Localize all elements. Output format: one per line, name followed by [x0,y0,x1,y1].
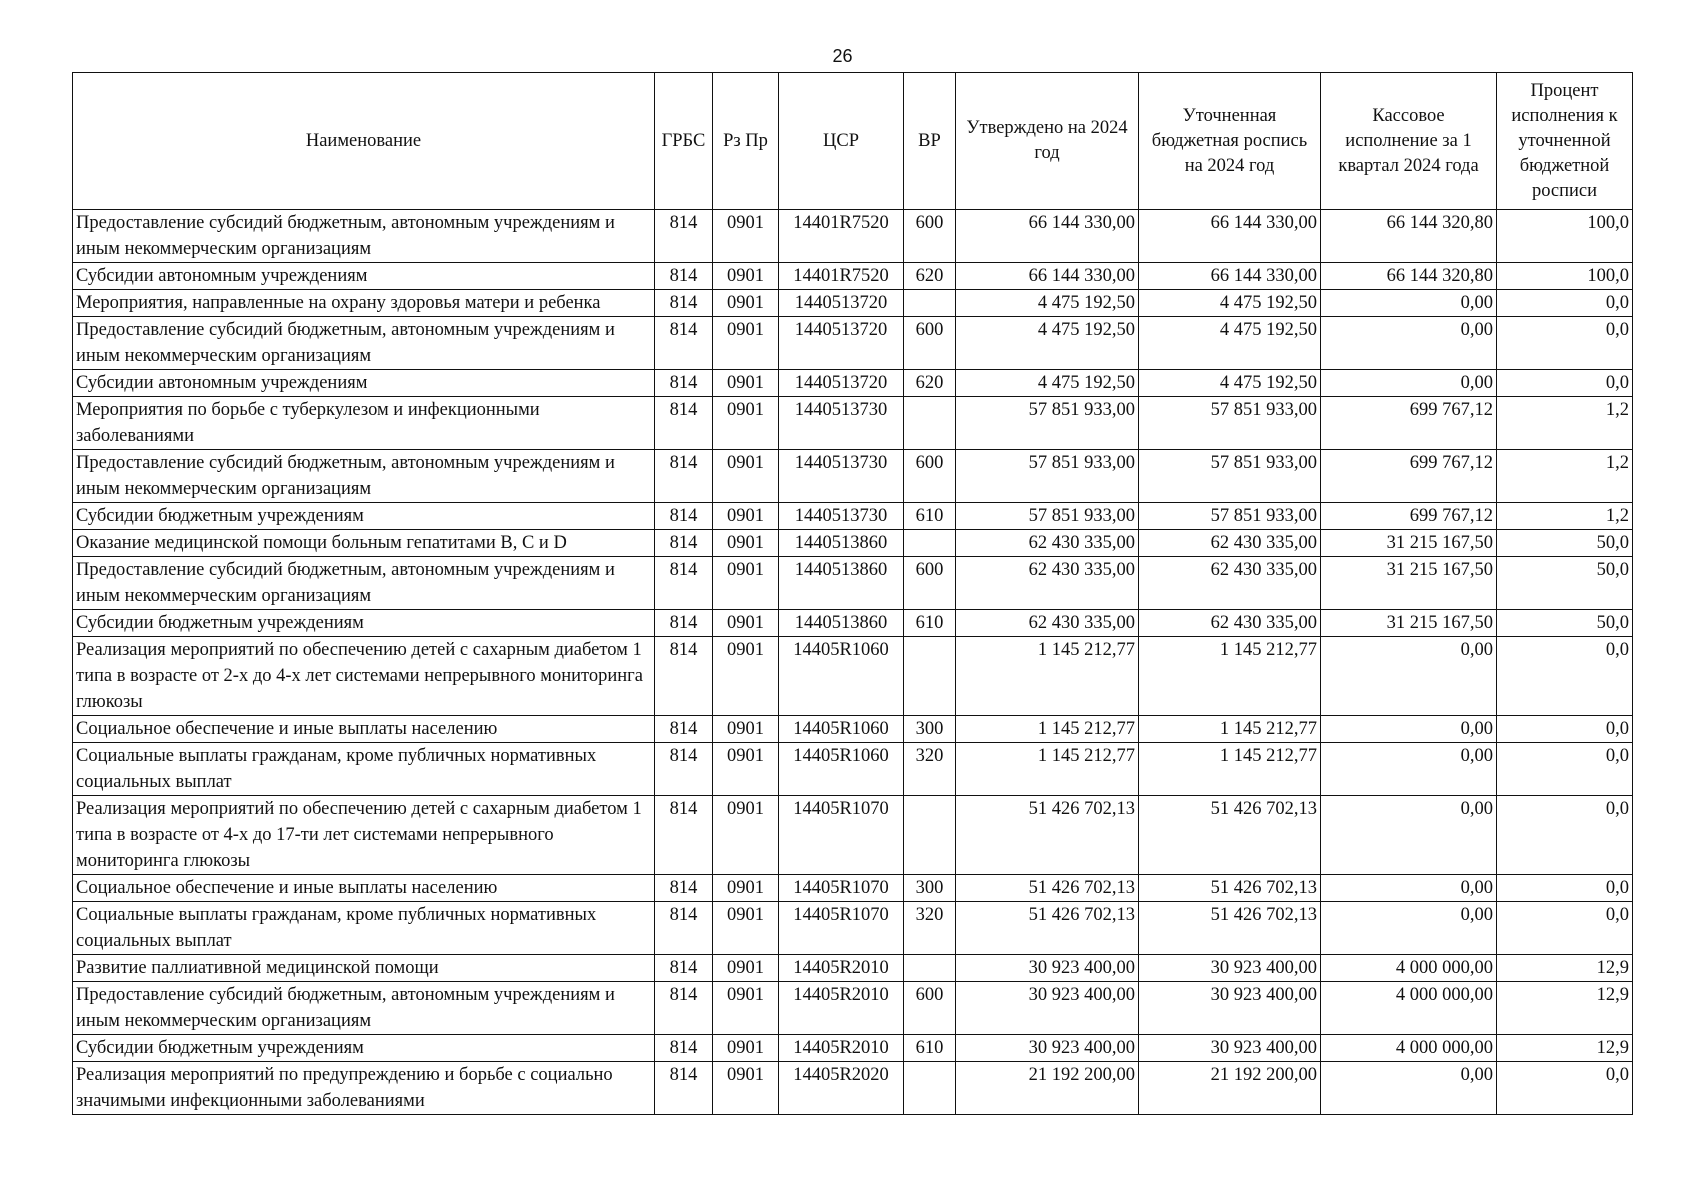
cell-percent: 0,0 [1497,370,1633,397]
cell-approved: 1 145 212,77 [956,637,1139,716]
cell-grbs: 814 [655,610,713,637]
cell-name: Социальные выплаты гражданам, кроме публичных нормативных социальных выплат [73,743,655,796]
table-row [73,290,1633,317]
budget-table [72,72,1633,1115]
cell-vr [904,796,956,875]
table-row [73,875,1633,902]
cell-revised: 57 851 933,00 [1139,503,1321,530]
cell-rzpr: 0901 [713,955,779,982]
cell-revised: 4 475 192,50 [1139,290,1321,317]
cell-revised: 66 144 330,00 [1139,263,1321,290]
cell-percent: 12,9 [1497,955,1633,982]
cell-name: Субсидии автономным учреждениям [73,370,655,397]
table-row [73,263,1633,290]
cell-csr: 14405R1070 [779,796,904,875]
cell-approved: 4 475 192,50 [956,317,1139,370]
table-row [73,557,1633,610]
cell-revised: 62 430 335,00 [1139,557,1321,610]
cell-name: Субсидии автономным учреждениям [73,263,655,290]
cell-csr: 1440513730 [779,450,904,503]
cell-name: Предоставление субсидий бюджетным, автономным учреждениям и иным некоммерческим организациям [73,317,655,370]
cell-approved: 62 430 335,00 [956,610,1139,637]
cell-name: Реализация мероприятий по обеспечению детей с сахарным диабетом 1 типа в возрасте от 4-х до 17-ти лет системами непрерывного мониторинга глюкозы [73,796,655,875]
cell-csr: 1440513720 [779,370,904,397]
cell-cash: 699 767,12 [1321,503,1497,530]
cell-csr: 14405R2010 [779,955,904,982]
cell-rzpr: 0901 [713,1062,779,1115]
cell-grbs: 814 [655,796,713,875]
cell-approved: 66 144 330,00 [956,210,1139,263]
cell-grbs: 814 [655,1062,713,1115]
cell-csr: 14405R2020 [779,1062,904,1115]
cell-name: Предоставление субсидий бюджетным, автономным учреждениям и иным некоммерческим организациям [73,210,655,263]
cell-grbs: 814 [655,637,713,716]
table-row [73,530,1633,557]
cell-approved: 21 192 200,00 [956,1062,1139,1115]
cell-approved: 51 426 702,13 [956,875,1139,902]
cell-cash: 31 215 167,50 [1321,557,1497,610]
cell-vr [904,955,956,982]
cell-rzpr: 0901 [713,210,779,263]
cell-cash: 699 767,12 [1321,397,1497,450]
cell-name: Мероприятия, направленные на охрану здоровья матери и ребенка [73,290,655,317]
header-percent: Процент исполнения к уточненной бюджетной росписи [1497,73,1633,210]
cell-percent: 50,0 [1497,610,1633,637]
cell-percent: 50,0 [1497,530,1633,557]
table-row [73,743,1633,796]
cell-cash: 31 215 167,50 [1321,610,1497,637]
cell-csr: 14405R1070 [779,902,904,955]
cell-revised: 57 851 933,00 [1139,450,1321,503]
cell-revised: 51 426 702,13 [1139,875,1321,902]
cell-percent: 0,0 [1497,716,1633,743]
cell-revised: 4 475 192,50 [1139,317,1321,370]
cell-vr: 610 [904,1035,956,1062]
cell-approved: 1 145 212,77 [956,716,1139,743]
cell-revised: 51 426 702,13 [1139,902,1321,955]
cell-cash: 0,00 [1321,902,1497,955]
table-row [73,450,1633,503]
cell-percent: 0,0 [1497,743,1633,796]
cell-cash: 66 144 320,80 [1321,210,1497,263]
cell-percent: 100,0 [1497,263,1633,290]
cell-rzpr: 0901 [713,397,779,450]
table-row [73,1062,1633,1115]
cell-approved: 30 923 400,00 [956,955,1139,982]
cell-rzpr: 0901 [713,317,779,370]
table-row [73,637,1633,716]
cell-rzpr: 0901 [713,557,779,610]
cell-vr [904,290,956,317]
cell-cash: 0,00 [1321,290,1497,317]
table-row [73,902,1633,955]
cell-name: Предоставление субсидий бюджетным, автономным учреждениям и иным некоммерческим организациям [73,450,655,503]
cell-vr: 600 [904,450,956,503]
cell-csr: 1440513720 [779,290,904,317]
table-row [73,397,1633,450]
cell-csr: 14405R1060 [779,743,904,796]
cell-revised: 1 145 212,77 [1139,637,1321,716]
table-body [73,210,1633,1115]
cell-name: Реализация мероприятий по обеспечению детей с сахарным диабетом 1 типа в возрасте от 2-х до 4-х лет системами непрерывного мониторинга глюкозы [73,637,655,716]
cell-csr: 14401R7520 [779,210,904,263]
cell-vr: 620 [904,370,956,397]
cell-grbs: 814 [655,530,713,557]
cell-vr [904,1062,956,1115]
header-grbs: ГРБС [655,73,713,210]
cell-name: Предоставление субсидий бюджетным, автономным учреждениям и иным некоммерческим организациям [73,557,655,610]
cell-name: Социальное обеспечение и иные выплаты населению [73,875,655,902]
cell-csr: 1440513860 [779,530,904,557]
table-row [73,610,1633,637]
cell-cash: 31 215 167,50 [1321,530,1497,557]
cell-name: Оказание медицинской помощи больным гепатитами B, C и D [73,530,655,557]
cell-csr: 14401R7520 [779,263,904,290]
cell-rzpr: 0901 [713,263,779,290]
cell-grbs: 814 [655,503,713,530]
cell-rzpr: 0901 [713,902,779,955]
cell-percent: 0,0 [1497,637,1633,716]
cell-percent: 50,0 [1497,557,1633,610]
cell-revised: 57 851 933,00 [1139,397,1321,450]
cell-name: Субсидии бюджетным учреждениям [73,1035,655,1062]
cell-vr: 300 [904,716,956,743]
cell-grbs: 814 [655,716,713,743]
cell-approved: 62 430 335,00 [956,557,1139,610]
cell-name: Мероприятия по борьбе с туберкулезом и инфекционными заболеваниями [73,397,655,450]
cell-rzpr: 0901 [713,743,779,796]
cell-grbs: 814 [655,902,713,955]
cell-csr: 1440513730 [779,397,904,450]
cell-cash: 4 000 000,00 [1321,1035,1497,1062]
cell-csr: 14405R1070 [779,875,904,902]
cell-vr: 610 [904,503,956,530]
cell-cash: 0,00 [1321,743,1497,796]
table-row [73,716,1633,743]
header-revised: Уточненная бюджетная роспись на 2024 год [1139,73,1321,210]
cell-percent: 0,0 [1497,1062,1633,1115]
cell-rzpr: 0901 [713,530,779,557]
cell-grbs: 814 [655,290,713,317]
cell-csr: 1440513860 [779,557,904,610]
cell-csr: 1440513860 [779,610,904,637]
cell-vr: 600 [904,557,956,610]
cell-rzpr: 0901 [713,450,779,503]
cell-grbs: 814 [655,982,713,1035]
cell-percent: 0,0 [1497,317,1633,370]
cell-rzpr: 0901 [713,982,779,1035]
table-row [73,210,1633,263]
cell-rzpr: 0901 [713,1035,779,1062]
table-row [73,955,1633,982]
cell-approved: 4 475 192,50 [956,290,1139,317]
cell-revised: 4 475 192,50 [1139,370,1321,397]
cell-grbs: 814 [655,263,713,290]
cell-revised: 30 923 400,00 [1139,1035,1321,1062]
cell-rzpr: 0901 [713,875,779,902]
cell-grbs: 814 [655,397,713,450]
table-row [73,1035,1633,1062]
cell-percent: 0,0 [1497,875,1633,902]
header-cash: Кассовое исполнение за 1 квартал 2024 года [1321,73,1497,210]
cell-percent: 1,2 [1497,503,1633,530]
cell-cash: 0,00 [1321,1062,1497,1115]
cell-vr [904,530,956,557]
cell-cash: 0,00 [1321,317,1497,370]
cell-cash: 4 000 000,00 [1321,982,1497,1035]
cell-grbs: 814 [655,370,713,397]
cell-approved: 66 144 330,00 [956,263,1139,290]
cell-rzpr: 0901 [713,503,779,530]
cell-cash: 0,00 [1321,875,1497,902]
cell-csr: 14405R2010 [779,1035,904,1062]
cell-grbs: 814 [655,317,713,370]
table-row [73,982,1633,1035]
cell-cash: 0,00 [1321,637,1497,716]
cell-grbs: 814 [655,210,713,263]
cell-approved: 57 851 933,00 [956,450,1139,503]
header-csr: ЦСР [779,73,904,210]
table-row [73,370,1633,397]
cell-cash: 0,00 [1321,796,1497,875]
cell-name: Развитие паллиативной медицинской помощи [73,955,655,982]
cell-grbs: 814 [655,743,713,796]
cell-vr [904,637,956,716]
cell-cash: 66 144 320,80 [1321,263,1497,290]
cell-approved: 1 145 212,77 [956,743,1139,796]
table-row [73,796,1633,875]
cell-percent: 12,9 [1497,1035,1633,1062]
cell-grbs: 814 [655,955,713,982]
page-number: 26 [832,46,853,66]
cell-csr: 14405R2010 [779,982,904,1035]
header-vr: ВР [904,73,956,210]
cell-revised: 62 430 335,00 [1139,610,1321,637]
cell-vr: 610 [904,610,956,637]
cell-name: Субсидии бюджетным учреждениям [73,610,655,637]
cell-csr: 14405R1060 [779,716,904,743]
cell-name: Реализация мероприятий по предупреждению и борьбе с социально значимыми инфекционными заболеваниями [73,1062,655,1115]
cell-rzpr: 0901 [713,716,779,743]
cell-approved: 4 475 192,50 [956,370,1139,397]
cell-approved: 30 923 400,00 [956,982,1139,1035]
cell-cash: 4 000 000,00 [1321,955,1497,982]
cell-percent: 0,0 [1497,796,1633,875]
cell-vr: 600 [904,982,956,1035]
cell-vr: 300 [904,875,956,902]
cell-vr: 600 [904,317,956,370]
cell-vr [904,397,956,450]
header-name: Наименование [73,73,655,210]
cell-revised: 21 192 200,00 [1139,1062,1321,1115]
cell-approved: 51 426 702,13 [956,796,1139,875]
cell-rzpr: 0901 [713,610,779,637]
cell-approved: 57 851 933,00 [956,397,1139,450]
cell-name: Социальные выплаты гражданам, кроме публичных нормативных социальных выплат [73,902,655,955]
cell-approved: 57 851 933,00 [956,503,1139,530]
cell-percent: 100,0 [1497,210,1633,263]
cell-vr: 620 [904,263,956,290]
cell-grbs: 814 [655,450,713,503]
cell-cash: 699 767,12 [1321,450,1497,503]
cell-revised: 1 145 212,77 [1139,743,1321,796]
cell-percent: 0,0 [1497,290,1633,317]
cell-approved: 51 426 702,13 [956,902,1139,955]
cell-csr: 14405R1060 [779,637,904,716]
cell-cash: 0,00 [1321,716,1497,743]
cell-grbs: 814 [655,557,713,610]
cell-approved: 62 430 335,00 [956,530,1139,557]
cell-grbs: 814 [655,1035,713,1062]
cell-approved: 30 923 400,00 [956,1035,1139,1062]
header-approved: Утверждено на 2024 год [956,73,1139,210]
cell-revised: 30 923 400,00 [1139,982,1321,1035]
cell-name: Субсидии бюджетным учреждениям [73,503,655,530]
header-rzpr: Рз Пр [713,73,779,210]
cell-revised: 30 923 400,00 [1139,955,1321,982]
cell-rzpr: 0901 [713,637,779,716]
cell-name: Социальное обеспечение и иные выплаты населению [73,716,655,743]
cell-revised: 51 426 702,13 [1139,796,1321,875]
table-header [73,73,1633,210]
cell-revised: 62 430 335,00 [1139,530,1321,557]
cell-percent: 0,0 [1497,902,1633,955]
cell-csr: 1440513720 [779,317,904,370]
cell-name: Предоставление субсидий бюджетным, автономным учреждениям и иным некоммерческим организациям [73,982,655,1035]
cell-csr: 1440513730 [779,503,904,530]
table-row [73,317,1633,370]
cell-vr: 320 [904,743,956,796]
cell-percent: 1,2 [1497,397,1633,450]
cell-cash: 0,00 [1321,370,1497,397]
cell-vr: 320 [904,902,956,955]
table-row [73,503,1633,530]
cell-rzpr: 0901 [713,290,779,317]
cell-revised: 1 145 212,77 [1139,716,1321,743]
cell-vr: 600 [904,210,956,263]
cell-percent: 12,9 [1497,982,1633,1035]
cell-rzpr: 0901 [713,796,779,875]
cell-grbs: 814 [655,875,713,902]
cell-percent: 1,2 [1497,450,1633,503]
cell-revised: 66 144 330,00 [1139,210,1321,263]
cell-rzpr: 0901 [713,370,779,397]
